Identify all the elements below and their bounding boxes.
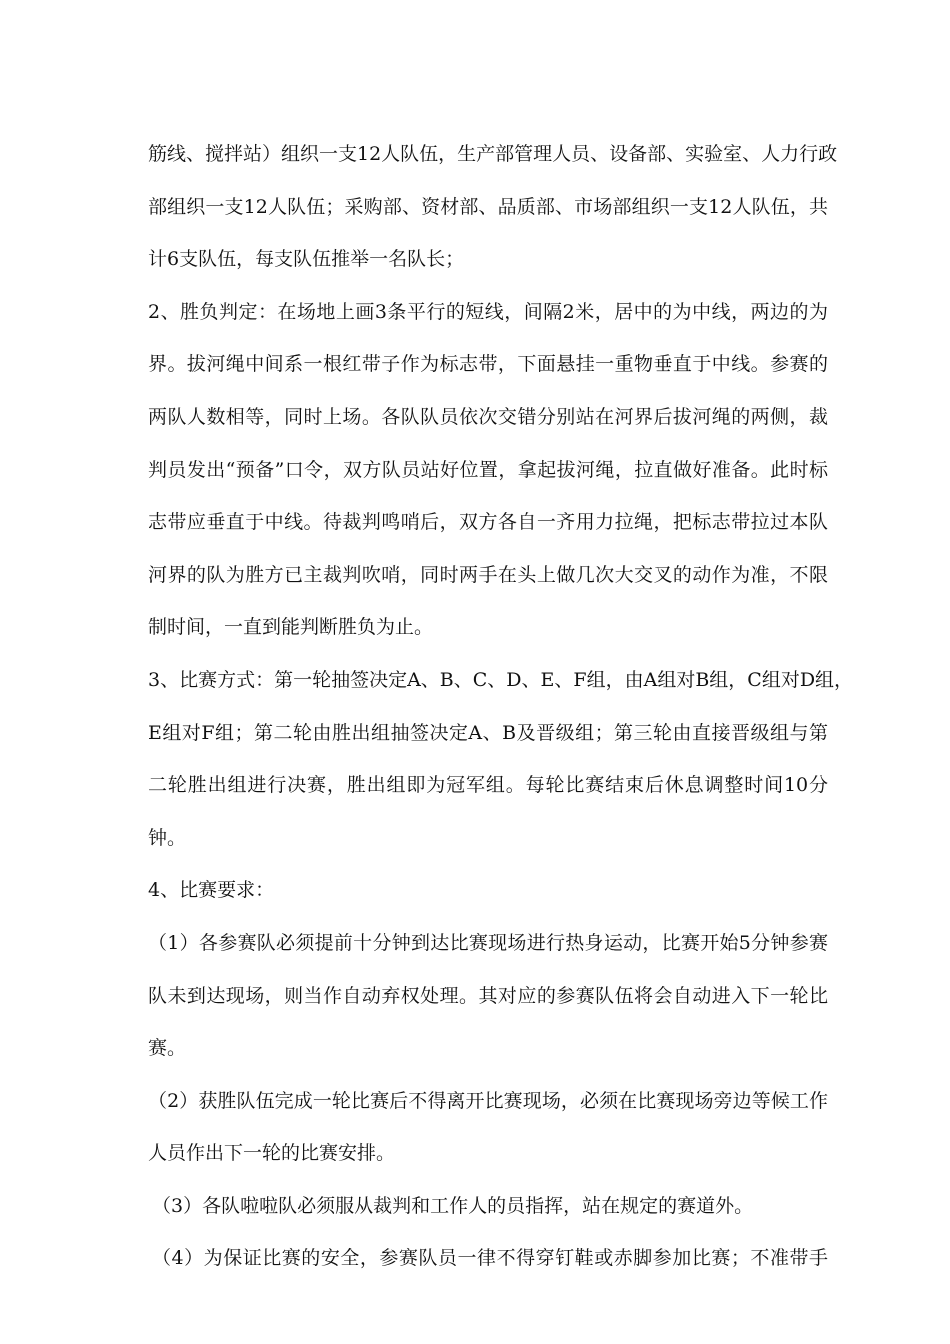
text-line: 志带应垂直于中线。待裁判鸣哨后，双方各自一齐用力拉绳，把标志带拉过本队 — [148, 511, 828, 534]
requirement-3-line: （3）各队啦啦队必须服从裁判和工作人的员指挥，站在规定的赛道外。 — [152, 1194, 754, 1217]
text-line: 两队人数相等，同时上场。各队队员依次交错分别站在河界后拔河绳的两侧，裁 — [148, 405, 828, 428]
text-line: 钟。 — [148, 826, 187, 849]
section-3-heading-line: 3、比赛方式：第一轮抽签决定A、B、C、D、E、F组，由A组对B组，C组对D组， — [148, 668, 854, 691]
text-line: 部组织一支12人队伍；采购部、资材部、品质部、市场部组织一支12人队伍，共 — [148, 195, 828, 218]
text-line: 赛。 — [148, 1037, 187, 1060]
text-line: 计6支队伍，每支队伍推举一名队长； — [148, 248, 465, 271]
requirement-2-line: （2）获胜队伍完成一轮比赛后不得离开比赛现场，必须在比赛现场旁边等候工作 — [148, 1089, 828, 1112]
section-4-heading: 4、比赛要求： — [148, 879, 275, 902]
requirement-4-line: （4）为保证比赛的安全，参赛队员一律不得穿钉鞋或赤脚参加比赛；不准带手 — [152, 1247, 828, 1270]
text-line: 界。拔河绳中间系一根红带子作为标志带，下面悬挂一重物垂直于中线。参赛的 — [148, 353, 828, 376]
text-line: 筋线、搅拌站）组织一支12人队伍，生产部管理人员、设备部、实验室、人力行政 — [148, 143, 838, 165]
text-line: 河界的队为胜方已主裁判吹哨，同时两手在头上做几次大交叉的动作为准，不限 — [148, 563, 828, 586]
requirement-1-line: （1）各参赛队必须提前十分钟到达比赛现场进行热身运动，比赛开始5分钟参赛 — [148, 931, 828, 954]
text-line: 人员作出下一轮的比赛安排。 — [148, 1142, 396, 1165]
text-line: 判员发出“预备”口令，双方队员站好位置，拿起拔河绳，拉直做好准备。此时标 — [148, 458, 828, 481]
text-line: E组对F组；第二轮由胜出组抽签决定A、B及晋级组；第三轮由直接晋级组与第 — [148, 721, 828, 744]
section-2-heading-line: 2、胜负判定：在场地上画3条平行的短线，间隔2米，居中的为中线，两边的为 — [148, 300, 828, 323]
text-line: 制时间，一直到能判断胜负为止。 — [148, 616, 434, 639]
document-body — [148, 128, 854, 1285]
text-line: 二轮胜出组进行决赛，胜出组即为冠军组。每轮比赛结束后休息调整时间10分 — [148, 774, 828, 797]
text-line: 队未到达现场，则当作自动弃权处理。其对应的参赛队伍将会自动进入下一轮比 — [148, 984, 828, 1007]
